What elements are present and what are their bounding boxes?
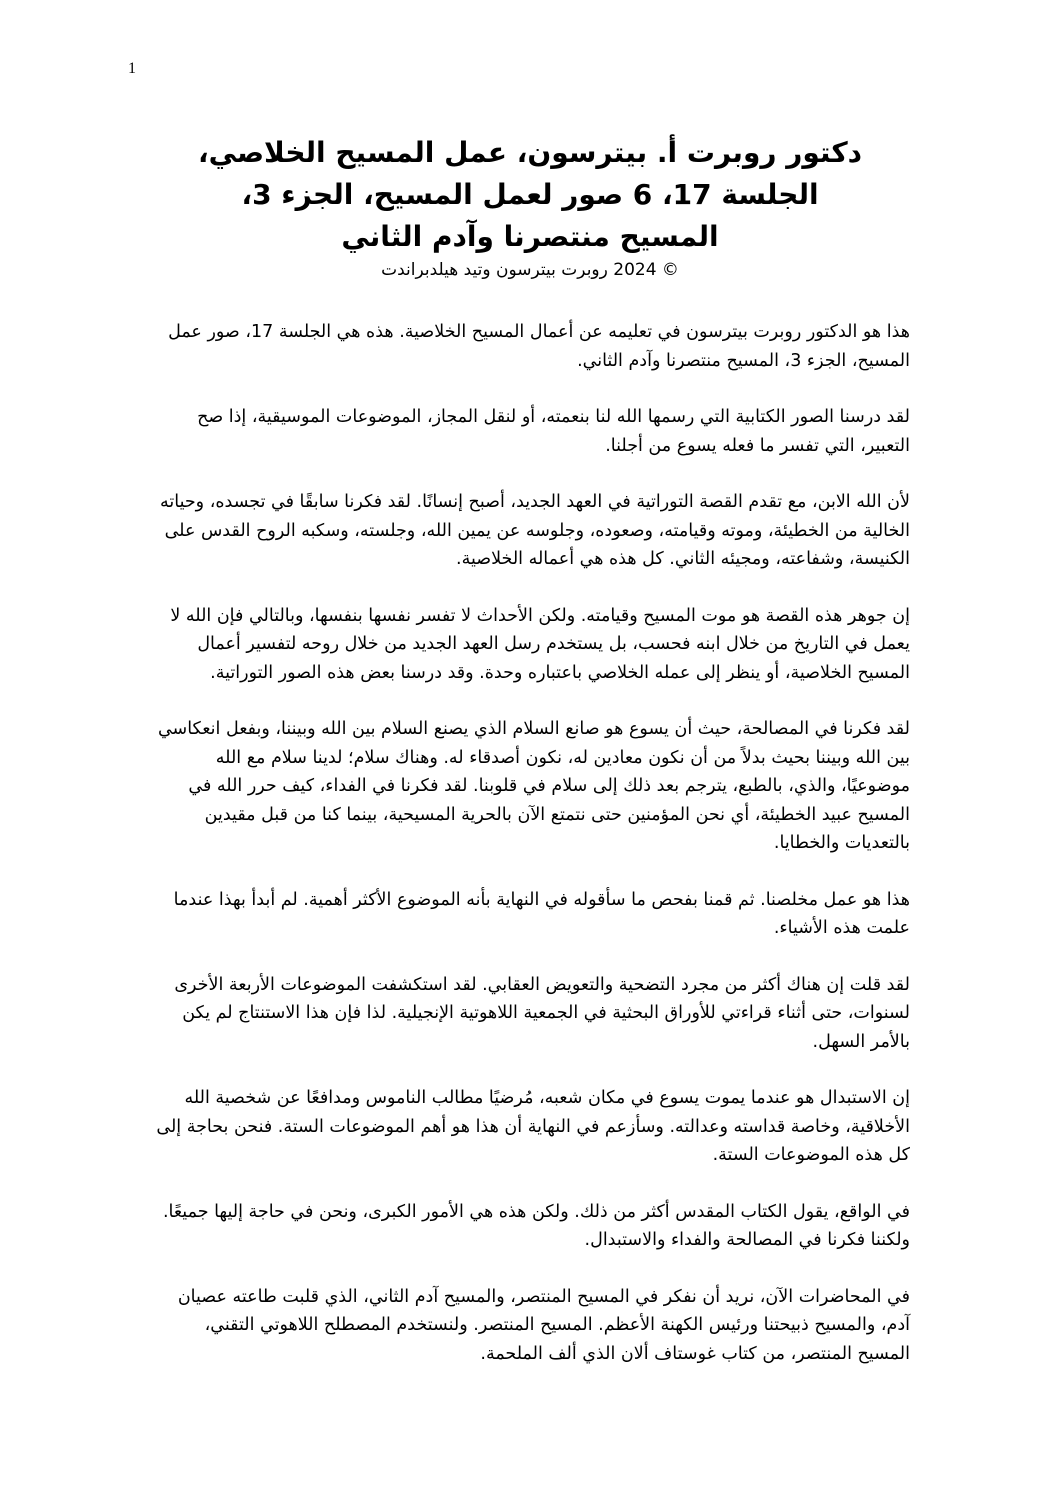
paragraph: هذا هو عمل مخلصنا. ثم قمنا بفحص ما سأقوله في النهاية بأنه الموضوع الأكثر أهمية. لم أبدأ بهذا عندما علمت هذه الأشياء.	[173, 889, 910, 938]
paragraph: لقد فكرنا في المصالحة، حيث أن يسوع هو صانع السلام الذي يصنع السلام بين الله وبيننا، وبفعل انعكاسي بين الله وبيننا بحيث بدلاً من أن نكون معادين له، نكون أصدقاء له. وهناك سلام؛ لدينا سلام مع الله موضوعيًا، والذي، بالطبع، يترجم بعد ذلك إلى سلام في قلوبنا. لقد فكرنا في الفداء، كيف حرر الله في المسيح عبيد الخطيئة، أي نحن المؤمنين حتى نتمتع الآن بالحرية المسيحية، بينما كنا من قبل مقيدين بالتعديات والخطايا.	[157, 719, 910, 853]
title-line-1: دكتور روبرت أ. بيترسون، عمل المسيح الخلاصي،	[198, 136, 862, 169]
paragraph: لقد درسنا الصور الكتابية التي رسمها الله لنا بنعمته، أو لنقل المجاز، الموضوعات الموسيقية، إذا صح التعبير، التي تفسر ما فعله يسوع من أجلنا.	[197, 407, 910, 456]
paragraph: إن الاستبدال هو عندما يموت يسوع في مكان شعبه، مُرضيًا مطالب الناموس ومدافعًا عن شخصية الله الأخلاقية، وخاصة قداسته وعدالته. وسأزعم في النهاية أن هذا هو أهم الموضوعات الستة. فنحن بحاجة إلى كل هذه الموضوعات الستة.	[156, 1088, 910, 1165]
paragraph: إن جوهر هذه القصة هو موت المسيح وقيامته. ولكن الأحداث لا تفسر نفسها بنفسها، وبالتالي فإن الله لا يعمل في التاريخ من خلال ابنه فحسب، بل يستخدم رسل العهد الجديد من خلال روحه لتفسير أعمال المسيح الخلاصية، أو ينظر إلى عمله الخلاصي باعتباره وحدة. وقد درسنا بعض هذه الصور التوراتية.	[170, 605, 910, 683]
paragraph: لأن الله الابن، مع تقدم القصة التوراتية في العهد الجديد، أصبح إنسانًا. لقد فكرنا سابقًا في تجسده، وحياته الخالية من الخطيئة، وموته وقيامته، وصعوده، وجلوسه عن يمين الله، وجلسته، وسكبه الروح القدس على الكنيسة، وشفاعته، ومجيئه الثاني. كل هذه هي أعماله الخلاصية.	[160, 492, 910, 569]
copyright-line: © 2024 روبرت بيترسون وتيد هيلدبراندت	[381, 260, 679, 280]
page-number: 1	[128, 60, 136, 77]
paragraph: في المحاضرات الآن، نريد أن نفكر في المسيح المنتصر، والمسيح آدم الثاني، الذي قلبت طاعته عصيان آدم، والمسيح ذبيحتنا ورئيس الكهنة الأعظم. المسيح المنتصر. ولنستخدم المصطلح اللاهوتي التقني، المسيح المنتصر، من كتاب غوستاف ألان الذي ألف الملحمة.	[177, 1286, 910, 1364]
paragraph: هذا هو الدكتور روبرت بيترسون في تعليمه عن أعمال المسيح الخلاصية. هذه هي الجلسة 17، صور عمل المسيح، الجزء 3، المسيح منتصرنا وآدم الثاني.	[168, 322, 910, 371]
document-body	[150, 318, 910, 1396]
paragraph: في الواقع، يقول الكتاب المقدس أكثر من ذلك. ولكن هذه هي الأمور الكبرى، ونحن في حاجة إليها جميعًا. ولكننا فكرنا في المصالحة والفداء والاستبدال.	[162, 1201, 910, 1250]
document-header	[150, 132, 910, 282]
title-line-3: المسيح منتصرنا وآدم الثاني	[341, 220, 719, 253]
title-line-2: الجلسة 17، 6 صور لعمل المسيح، الجزء 3،	[241, 178, 819, 211]
paragraph: لقد قلت إن هناك أكثر من مجرد التضحية والتعويض العقابي. لقد استكشفت الموضوعات الأربعة الأخرى لسنوات، حتى أثناء قراءتي للأوراق البحثية في الجمعية اللاهوتية الإنجيلية. لذا فإن هذا الاستنتاج لم يكن بالأمر السهل.	[174, 974, 910, 1052]
